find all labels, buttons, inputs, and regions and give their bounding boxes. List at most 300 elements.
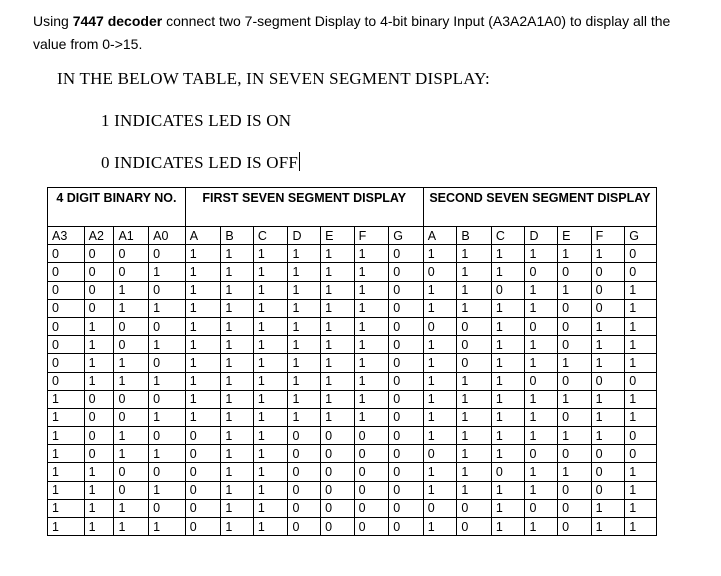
table-cell: 1 bbox=[423, 427, 457, 445]
table-cell: 1 bbox=[288, 390, 321, 408]
table-cell: 0 bbox=[48, 372, 85, 390]
table-cell: 0 bbox=[114, 390, 149, 408]
table-cell: 1 bbox=[48, 481, 85, 499]
table-cell: 0 bbox=[558, 408, 592, 426]
question-prefix: Using bbox=[33, 13, 73, 29]
table-cell: 0 bbox=[149, 390, 186, 408]
table-cell: 1 bbox=[48, 390, 85, 408]
question-bold: 7447 decoder bbox=[72, 13, 163, 29]
table-cell: 1 bbox=[354, 263, 389, 281]
table-cell: 1 bbox=[491, 354, 525, 372]
group-binary: 4 DIGIT BINARY NO. bbox=[48, 188, 186, 227]
table-cell: 0 bbox=[48, 299, 85, 317]
table-cell: 1 bbox=[185, 408, 221, 426]
table-cell: 0 bbox=[389, 481, 424, 499]
table-cell: 1 bbox=[525, 281, 558, 299]
table-cell: 0 bbox=[185, 427, 221, 445]
table-cell: 0 bbox=[288, 518, 321, 536]
table-cell: 0 bbox=[389, 299, 424, 317]
table-cell: 1 bbox=[48, 463, 85, 481]
table-cell: 1 bbox=[149, 299, 186, 317]
table-cell: 1 bbox=[591, 317, 625, 335]
table-cell: 1 bbox=[558, 427, 592, 445]
table-cell: 1 bbox=[253, 390, 288, 408]
table-cell: 1 bbox=[423, 245, 457, 263]
table-cell: 0 bbox=[48, 245, 85, 263]
table-cell: 1 bbox=[625, 408, 657, 426]
table-cell: 1 bbox=[253, 445, 288, 463]
table-cell: 1 bbox=[491, 427, 525, 445]
table-cell: 1 bbox=[321, 263, 355, 281]
note-zero-text: 0 INDICATES LED IS OFF bbox=[101, 153, 299, 172]
table-cell: 0 bbox=[354, 463, 389, 481]
table-cell: 0 bbox=[558, 372, 592, 390]
table-cell: 1 bbox=[491, 245, 525, 263]
table-cell: 1 bbox=[288, 245, 321, 263]
table-cell: 0 bbox=[48, 354, 85, 372]
table-cell: 0 bbox=[48, 281, 85, 299]
table-cell: 1 bbox=[185, 281, 221, 299]
table-cell: 1 bbox=[457, 281, 492, 299]
table-cell: 1 bbox=[525, 427, 558, 445]
column-header: C bbox=[253, 227, 288, 245]
table-cell: 0 bbox=[423, 317, 457, 335]
table-cell: 0 bbox=[389, 518, 424, 536]
table-cell: 1 bbox=[525, 390, 558, 408]
table-cell: 1 bbox=[253, 499, 288, 517]
column-header-row bbox=[48, 227, 657, 245]
table-cell: 1 bbox=[221, 263, 254, 281]
table-cell: 1 bbox=[221, 518, 254, 536]
table-cell: 1 bbox=[354, 281, 389, 299]
table-cell: 1 bbox=[288, 354, 321, 372]
table-cell: 1 bbox=[221, 299, 254, 317]
table-cell: 1 bbox=[253, 481, 288, 499]
table-cell: 1 bbox=[625, 336, 657, 354]
table-cell: 0 bbox=[84, 299, 114, 317]
truth-table bbox=[47, 187, 657, 536]
table-cell: 1 bbox=[491, 263, 525, 281]
table-cell: 1 bbox=[423, 299, 457, 317]
table-cell: 1 bbox=[423, 408, 457, 426]
table-cell: 0 bbox=[114, 263, 149, 281]
table-cell: 0 bbox=[491, 281, 525, 299]
table-cell: 0 bbox=[491, 463, 525, 481]
table-cell: 1 bbox=[321, 372, 355, 390]
table-cell: 0 bbox=[625, 427, 657, 445]
table-cell: 0 bbox=[321, 499, 355, 517]
table-cell: 1 bbox=[321, 317, 355, 335]
column-header: D bbox=[525, 227, 558, 245]
table-cell: 0 bbox=[149, 427, 186, 445]
table-cell: 1 bbox=[185, 317, 221, 335]
table-cell: 0 bbox=[321, 518, 355, 536]
table-cell: 1 bbox=[84, 499, 114, 517]
column-header: G bbox=[625, 227, 657, 245]
table-cell: 1 bbox=[221, 390, 254, 408]
table-cell: 1 bbox=[221, 445, 254, 463]
table-cell: 1 bbox=[221, 372, 254, 390]
table-cell: 0 bbox=[321, 445, 355, 463]
table-cell: 0 bbox=[321, 481, 355, 499]
table-cell: 1 bbox=[185, 354, 221, 372]
table-cell: 0 bbox=[558, 317, 592, 335]
table-cell: 1 bbox=[457, 372, 492, 390]
column-header: B bbox=[457, 227, 492, 245]
table-cell: 1 bbox=[288, 408, 321, 426]
table-cell: 0 bbox=[591, 481, 625, 499]
table-row bbox=[48, 463, 657, 481]
table-row bbox=[48, 445, 657, 463]
table-cell: 1 bbox=[221, 463, 254, 481]
table-cell: 0 bbox=[84, 427, 114, 445]
table-cell: 0 bbox=[525, 372, 558, 390]
table-cell: 1 bbox=[253, 281, 288, 299]
table-row bbox=[48, 427, 657, 445]
table-cell: 1 bbox=[84, 372, 114, 390]
table-cell: 0 bbox=[558, 518, 592, 536]
table-cell: 0 bbox=[525, 445, 558, 463]
table-cell: 1 bbox=[114, 372, 149, 390]
table-cell: 1 bbox=[558, 390, 592, 408]
table-cell: 1 bbox=[114, 427, 149, 445]
table-cell: 0 bbox=[457, 317, 492, 335]
table-cell: 1 bbox=[354, 372, 389, 390]
table-cell: 0 bbox=[389, 372, 424, 390]
table-cell: 1 bbox=[114, 445, 149, 463]
table-cell: 1 bbox=[525, 408, 558, 426]
table-cell: 1 bbox=[491, 481, 525, 499]
table-cell: 0 bbox=[423, 445, 457, 463]
table-cell: 1 bbox=[149, 445, 186, 463]
table-cell: 1 bbox=[48, 408, 85, 426]
table-cell: 1 bbox=[591, 518, 625, 536]
column-header: E bbox=[321, 227, 355, 245]
table-cell: 0 bbox=[591, 263, 625, 281]
table-cell: 1 bbox=[114, 281, 149, 299]
table-row bbox=[48, 372, 657, 390]
table-cell: 0 bbox=[389, 408, 424, 426]
question-line-1 bbox=[33, 13, 670, 29]
table-cell: 0 bbox=[84, 263, 114, 281]
table-cell: 0 bbox=[149, 281, 186, 299]
table-cell: 1 bbox=[625, 463, 657, 481]
table-cell: 0 bbox=[389, 245, 424, 263]
table-cell: 1 bbox=[253, 408, 288, 426]
table-cell: 1 bbox=[491, 372, 525, 390]
table-cell: 1 bbox=[321, 354, 355, 372]
table-cell: 0 bbox=[389, 499, 424, 517]
table-cell: 1 bbox=[221, 317, 254, 335]
table-cell: 1 bbox=[457, 299, 492, 317]
table-cell: 1 bbox=[321, 336, 355, 354]
table-cell: 1 bbox=[221, 408, 254, 426]
table-cell: 1 bbox=[491, 445, 525, 463]
table-cell: 1 bbox=[253, 336, 288, 354]
table-cell: 0 bbox=[185, 518, 221, 536]
table-cell: 0 bbox=[149, 463, 186, 481]
table-cell: 1 bbox=[457, 481, 492, 499]
table-cell: 1 bbox=[221, 336, 254, 354]
group-first-display: FIRST SEVEN SEGMENT DISPLAY bbox=[185, 188, 423, 227]
table-cell: 1 bbox=[558, 281, 592, 299]
table-cell: 0 bbox=[354, 427, 389, 445]
note-zero bbox=[101, 152, 300, 173]
table-cell: 0 bbox=[591, 372, 625, 390]
table-cell: 1 bbox=[525, 299, 558, 317]
table-cell: 1 bbox=[457, 245, 492, 263]
table-cell: 0 bbox=[591, 463, 625, 481]
table-row bbox=[48, 481, 657, 499]
table-cell: 0 bbox=[149, 354, 186, 372]
table-cell: 0 bbox=[288, 481, 321, 499]
table-cell: 1 bbox=[558, 354, 592, 372]
table-cell: 0 bbox=[84, 245, 114, 263]
column-header: E bbox=[558, 227, 592, 245]
table-cell: 1 bbox=[84, 336, 114, 354]
table-cell: 1 bbox=[321, 245, 355, 263]
table-cell: 0 bbox=[84, 408, 114, 426]
table-cell: 0 bbox=[558, 445, 592, 463]
column-header: C bbox=[491, 227, 525, 245]
notes-heading: IN THE BELOW TABLE, IN SEVEN SEGMENT DISPLAY: bbox=[57, 69, 490, 88]
table-cell: 0 bbox=[84, 281, 114, 299]
table-row bbox=[48, 263, 657, 281]
table-cell: 1 bbox=[221, 354, 254, 372]
table-cell: 1 bbox=[491, 336, 525, 354]
table-cell: 1 bbox=[591, 390, 625, 408]
table-cell: 0 bbox=[625, 263, 657, 281]
table-cell: 0 bbox=[457, 499, 492, 517]
column-header: A bbox=[185, 227, 221, 245]
table-cell: 1 bbox=[185, 263, 221, 281]
table-cell: 1 bbox=[423, 281, 457, 299]
table-cell: 1 bbox=[354, 317, 389, 335]
table-cell: 1 bbox=[423, 463, 457, 481]
column-header: B bbox=[221, 227, 254, 245]
table-cell: 0 bbox=[114, 408, 149, 426]
table-cell: 1 bbox=[423, 372, 457, 390]
table-cell: 1 bbox=[525, 336, 558, 354]
table-cell: 1 bbox=[288, 299, 321, 317]
table-row bbox=[48, 518, 657, 536]
table-cell: 1 bbox=[253, 354, 288, 372]
table-cell: 0 bbox=[625, 245, 657, 263]
table-cell: 0 bbox=[149, 317, 186, 335]
table-cell: 1 bbox=[221, 499, 254, 517]
table-cell: 1 bbox=[114, 354, 149, 372]
table-cell: 0 bbox=[185, 445, 221, 463]
table-cell: 0 bbox=[114, 463, 149, 481]
table-cell: 0 bbox=[84, 390, 114, 408]
table-cell: 1 bbox=[84, 463, 114, 481]
table-cell: 1 bbox=[591, 408, 625, 426]
table-cell: 0 bbox=[591, 281, 625, 299]
table-cell: 1 bbox=[84, 481, 114, 499]
table-cell: 1 bbox=[525, 354, 558, 372]
table-cell: 1 bbox=[253, 245, 288, 263]
table-cell: 1 bbox=[457, 263, 492, 281]
truth-table-body bbox=[48, 188, 657, 536]
table-cell: 1 bbox=[491, 390, 525, 408]
table-cell: 1 bbox=[625, 499, 657, 517]
question-line-2: value from 0->15. bbox=[33, 36, 143, 52]
table-cell: 1 bbox=[149, 263, 186, 281]
table-cell: 1 bbox=[185, 390, 221, 408]
table-cell: 1 bbox=[221, 245, 254, 263]
table-cell: 1 bbox=[84, 317, 114, 335]
table-cell: 1 bbox=[423, 336, 457, 354]
table-row bbox=[48, 281, 657, 299]
table-row bbox=[48, 336, 657, 354]
table-cell: 1 bbox=[354, 408, 389, 426]
table-cell: 0 bbox=[185, 463, 221, 481]
table-cell: 0 bbox=[84, 445, 114, 463]
table-cell: 1 bbox=[354, 390, 389, 408]
table-cell: 1 bbox=[625, 281, 657, 299]
table-cell: 1 bbox=[185, 245, 221, 263]
table-cell: 0 bbox=[591, 445, 625, 463]
table-cell: 0 bbox=[185, 499, 221, 517]
table-cell: 0 bbox=[525, 317, 558, 335]
table-cell: 1 bbox=[423, 481, 457, 499]
column-header: F bbox=[354, 227, 389, 245]
question-suffix: connect two 7-segment Display to 4-bit binary Input (A3A2A1A0) to display all the bbox=[162, 13, 671, 29]
table-cell: 1 bbox=[354, 354, 389, 372]
group-second-display: SECOND SEVEN SEGMENT DISPLAY bbox=[423, 188, 656, 227]
column-header: A0 bbox=[149, 227, 186, 245]
table-cell: 0 bbox=[423, 263, 457, 281]
table-cell: 1 bbox=[321, 299, 355, 317]
table-cell: 0 bbox=[389, 463, 424, 481]
table-cell: 0 bbox=[389, 427, 424, 445]
table-cell: 1 bbox=[591, 499, 625, 517]
table-cell: 1 bbox=[525, 463, 558, 481]
table-cell: 1 bbox=[321, 281, 355, 299]
table-cell: 0 bbox=[457, 354, 492, 372]
table-cell: 1 bbox=[457, 390, 492, 408]
table-cell: 0 bbox=[525, 499, 558, 517]
table-cell: 1 bbox=[491, 499, 525, 517]
table-cell: 1 bbox=[625, 390, 657, 408]
table-cell: 1 bbox=[321, 408, 355, 426]
table-cell: 0 bbox=[149, 499, 186, 517]
table-cell: 1 bbox=[114, 499, 149, 517]
table-cell: 1 bbox=[457, 408, 492, 426]
table-cell: 0 bbox=[288, 445, 321, 463]
table-cell: 0 bbox=[354, 499, 389, 517]
table-cell: 1 bbox=[423, 354, 457, 372]
table-cell: 1 bbox=[354, 336, 389, 354]
table-cell: 1 bbox=[525, 245, 558, 263]
table-cell: 0 bbox=[185, 481, 221, 499]
table-cell: 1 bbox=[288, 336, 321, 354]
table-cell: 1 bbox=[288, 372, 321, 390]
table-cell: 0 bbox=[321, 463, 355, 481]
table-cell: 1 bbox=[253, 518, 288, 536]
table-row bbox=[48, 408, 657, 426]
table-cell: 0 bbox=[423, 499, 457, 517]
table-cell: 1 bbox=[48, 518, 85, 536]
text-cursor bbox=[299, 152, 300, 171]
table-cell: 1 bbox=[185, 299, 221, 317]
table-cell: 1 bbox=[354, 245, 389, 263]
table-cell: 1 bbox=[149, 481, 186, 499]
table-cell: 1 bbox=[221, 481, 254, 499]
table-cell: 1 bbox=[114, 518, 149, 536]
table-row bbox=[48, 499, 657, 517]
table-cell: 0 bbox=[558, 336, 592, 354]
table-cell: 1 bbox=[491, 408, 525, 426]
table-cell: 1 bbox=[149, 336, 186, 354]
column-header: D bbox=[288, 227, 321, 245]
table-cell: 0 bbox=[457, 336, 492, 354]
table-cell: 0 bbox=[288, 427, 321, 445]
table-cell: 0 bbox=[114, 336, 149, 354]
table-cell: 1 bbox=[48, 445, 85, 463]
table-cell: 0 bbox=[389, 263, 424, 281]
table-cell: 0 bbox=[149, 245, 186, 263]
table-cell: 1 bbox=[48, 499, 85, 517]
table-cell: 1 bbox=[558, 463, 592, 481]
table-cell: 1 bbox=[288, 317, 321, 335]
table-row bbox=[48, 245, 657, 263]
table-cell: 1 bbox=[84, 518, 114, 536]
table-cell: 0 bbox=[114, 317, 149, 335]
table-cell: 0 bbox=[558, 499, 592, 517]
table-cell: 1 bbox=[525, 481, 558, 499]
table-cell: 1 bbox=[149, 518, 186, 536]
table-cell: 0 bbox=[114, 481, 149, 499]
column-header: A1 bbox=[114, 227, 149, 245]
table-cell: 1 bbox=[114, 299, 149, 317]
table-cell: 1 bbox=[185, 336, 221, 354]
table-cell: 0 bbox=[625, 445, 657, 463]
table-row bbox=[48, 390, 657, 408]
table-cell: 0 bbox=[288, 499, 321, 517]
table-cell: 0 bbox=[389, 445, 424, 463]
table-cell: 1 bbox=[321, 390, 355, 408]
table-cell: 1 bbox=[525, 518, 558, 536]
table-cell: 0 bbox=[591, 299, 625, 317]
table-cell: 0 bbox=[558, 481, 592, 499]
table-cell: 0 bbox=[389, 281, 424, 299]
note-one: 1 INDICATES LED IS ON bbox=[101, 111, 292, 130]
table-cell: 1 bbox=[625, 317, 657, 335]
table-cell: 0 bbox=[525, 263, 558, 281]
column-header: A2 bbox=[84, 227, 114, 245]
table-cell: 1 bbox=[253, 463, 288, 481]
table-cell: 0 bbox=[288, 463, 321, 481]
table-cell: 1 bbox=[558, 245, 592, 263]
table-cell: 0 bbox=[354, 445, 389, 463]
column-header: F bbox=[591, 227, 625, 245]
table-cell: 1 bbox=[253, 372, 288, 390]
table-cell: 1 bbox=[84, 354, 114, 372]
table-cell: 1 bbox=[149, 372, 186, 390]
table-row bbox=[48, 317, 657, 335]
table-cell: 1 bbox=[253, 427, 288, 445]
table-cell: 0 bbox=[354, 481, 389, 499]
table-cell: 1 bbox=[591, 245, 625, 263]
column-header: A3 bbox=[48, 227, 85, 245]
table-cell: 1 bbox=[253, 299, 288, 317]
table-cell: 1 bbox=[625, 354, 657, 372]
table-cell: 0 bbox=[457, 518, 492, 536]
column-header: G bbox=[389, 227, 424, 245]
table-cell: 1 bbox=[253, 263, 288, 281]
table-cell: 0 bbox=[558, 263, 592, 281]
